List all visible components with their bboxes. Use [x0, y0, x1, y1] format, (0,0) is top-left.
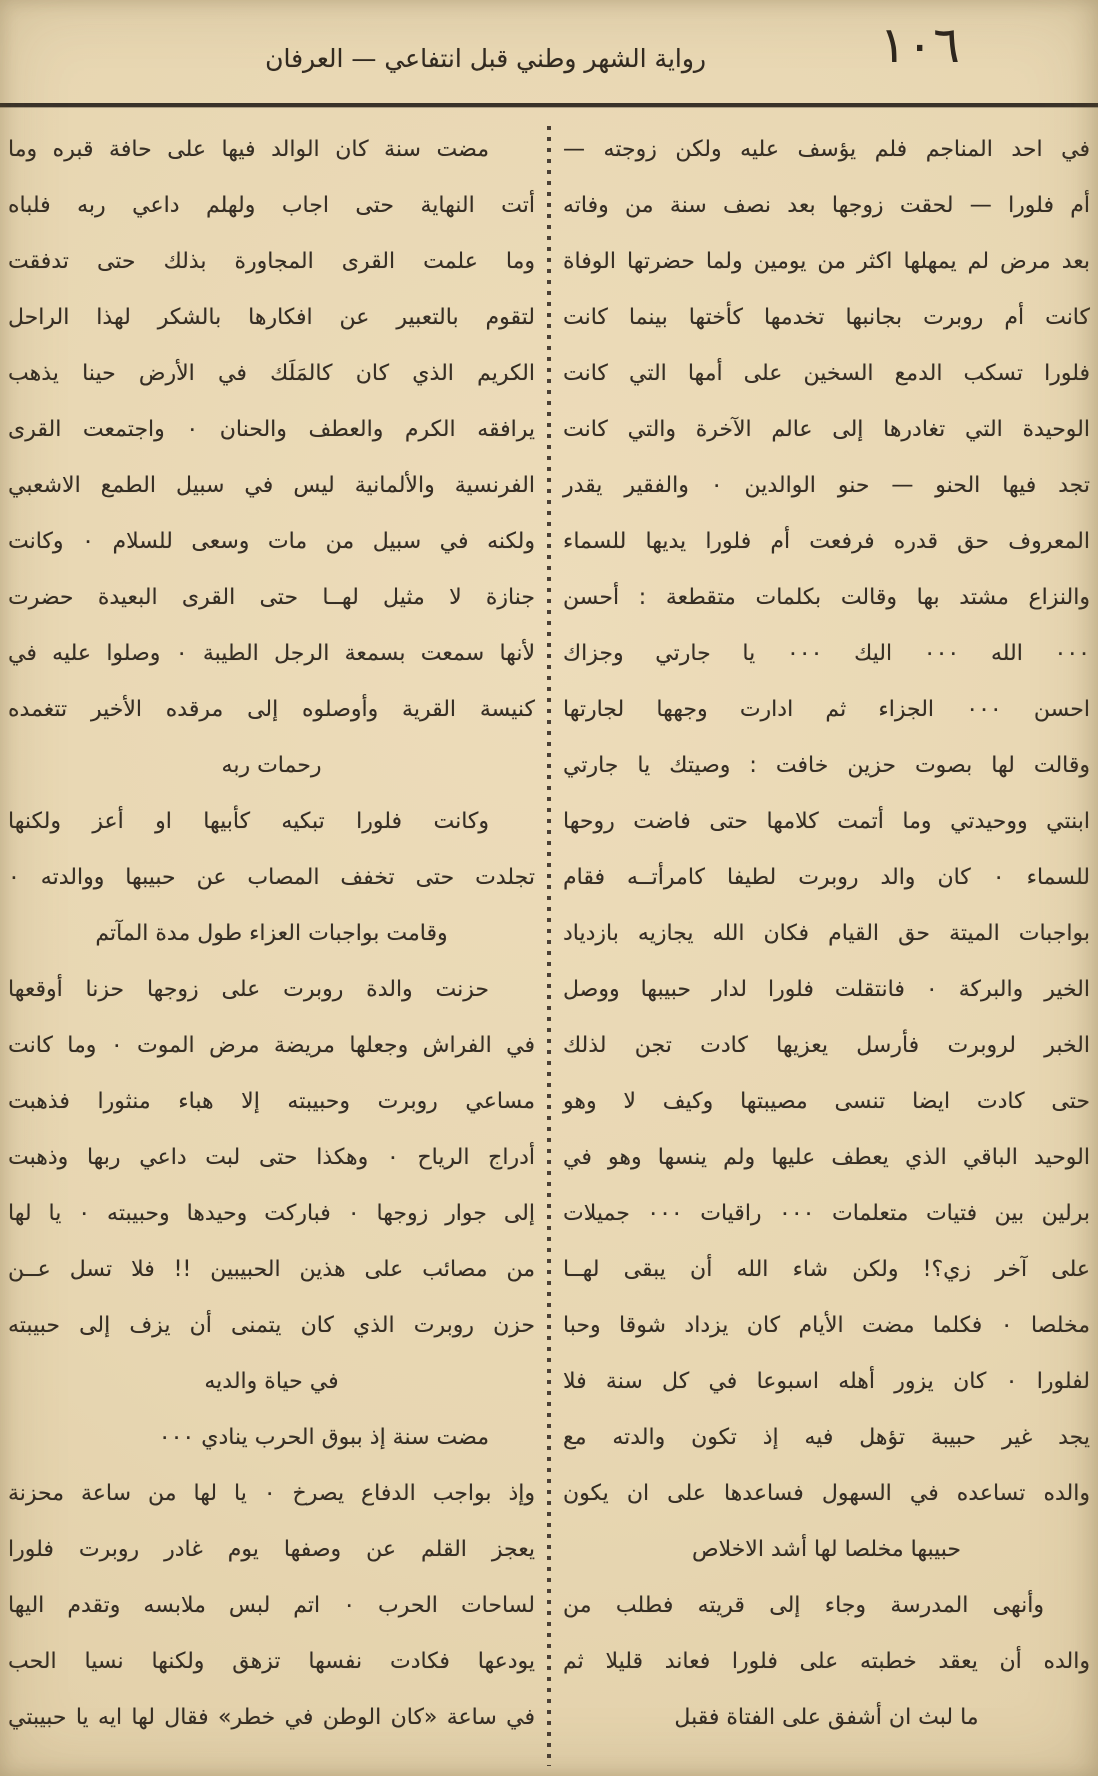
- text-line: وأنهى المدرسة وجاء إلى قريته فطلب من: [563, 1593, 1044, 1618]
- text-line: مخلصا ٠ فكلما مضت الأيام كان يزداد شوقا وحبا: [563, 1313, 1091, 1338]
- text-line: وما علمت القرى المجاورة بذلك حتى تدفقت: [8, 249, 535, 274]
- text-line: للسماء ٠ كان والد روبرت لطيفا كامرأتــه فقام: [563, 865, 1090, 890]
- text-line: لأنها سمعت بسمعة الرجل الطيبة ٠ وصلوا عليه في: [8, 641, 535, 666]
- text-line: الكريم الذي كان كالمَلَك في الأرض حينا يذهب: [8, 361, 535, 386]
- text-line: المعروف حق قدره فرفعت أم فلورا يديها للسماء: [563, 529, 1090, 554]
- text-line: الخبر لروبرت فأرسل يعزيها كادت تجن لذلك: [563, 1033, 1090, 1058]
- text-line: في احد المناجم فلم يؤسف عليه ولكن زوجته —: [563, 137, 1090, 162]
- text-line: لساحات الحرب ٠ اتم لبس ملابسه وتقدم اليها: [8, 1593, 535, 1618]
- text-line: وإذ بواجب الدفاع يصرخ ٠ يا لها من ساعة محزنة: [8, 1481, 535, 1506]
- text-line: تجلدت حتى تخفف المصاب عن حبيبها ووالدته ٠: [8, 865, 535, 890]
- text-line: وقامت بواجبات العزاء طول مدة المآتم: [95, 921, 448, 946]
- text-line: حتى كادت ايضا تنسى مصيبتها وكيف لا وهو: [563, 1089, 1090, 1114]
- page-number: ١٠٦: [879, 16, 960, 74]
- text-line: ولكنه في سبيل من مات وسعى للسلام ٠ وكانت: [8, 529, 535, 554]
- text-line: ٠٠٠ الله ٠٠٠ اليك ٠٠٠ يا جارتي وجزاك: [563, 641, 1090, 666]
- text-line: مضت سنة إذ ببوق الحرب ينادي ٠٠٠: [158, 1425, 489, 1450]
- text-line: ما لبث ان أشفق على الفتاة فقبل: [674, 1705, 979, 1730]
- column-divider: [547, 126, 551, 1766]
- text-line: ابنتي ووحيدتي وما أتمت كلامها حتى فاضت روحها: [563, 809, 1090, 834]
- text-line: حبيبها مخلصا لها أشد الاخلاص: [691, 1537, 961, 1562]
- text-line: تجد فيها الحنو — حنو الوالدين ٠ والفقير يقدر: [563, 473, 1091, 498]
- text-line: أم فلورا — لحقت زوجها بعد نصف سنة من وفاته: [563, 193, 1090, 218]
- text-line: كانت أم روبرت بجانبها تخدمها كأختها بينما كانت: [563, 305, 1090, 330]
- text-line: الوحيد الباقي الذي يعطف عليها ولم ينسها وهو في: [563, 1145, 1090, 1170]
- text-line: يجد غير حبيبة تؤهل فيه إذ تكون والدته مع: [563, 1425, 1090, 1450]
- text-column-left: [8, 122, 535, 1766]
- text-line: حزنت والدة روبرت على زوجها حزنا أوقعها: [8, 977, 489, 1002]
- text-column-right: [563, 122, 1090, 1766]
- text-line: فلورا تسكب الدمع السخين على أمها التي كانت: [563, 361, 1090, 386]
- text-line: من مصائب على هذين الحبيبين !! فلا تسل عــن: [8, 1257, 535, 1282]
- text-line: أدراج الرياح ٠ وهكذا حتى لبت داعي ربها وذهبت: [8, 1145, 535, 1170]
- text-line: مضت سنة كان الوالد فيها على حافة قبره وما: [8, 137, 489, 162]
- text-line: رحمات ربه: [221, 753, 322, 778]
- text-line: يرافقه الكرم والعطف والحنان ٠ واجتمعت القرى: [8, 417, 536, 442]
- text-line: الفرنسية والألمانية ليس في سبيل الطمع الاشعبي: [8, 473, 535, 498]
- text-line: أتت النهاية حتى اجاب ولهلم داعي ربه فلباه: [8, 193, 535, 218]
- text-line: برلين بين فتيات متعلمات ٠٠٠ راقيات ٠٠٠ جميلات: [563, 1201, 1090, 1226]
- text-columns: [0, 107, 1098, 1766]
- text-line: وقالت لها بصوت حزين خافت : وصيتك يا جارتي: [563, 753, 1090, 778]
- page-title: رواية الشهر وطني قبل انتفاعي — العرفان: [265, 44, 706, 73]
- text-line: في الفراش وجعلها مريضة مرض الموت ٠ وما كانت: [8, 1033, 535, 1058]
- text-line: لفلورا ٠ كان يزور أهله اسبوعا في كل سنة فلا: [563, 1369, 1090, 1394]
- text-line: جنازة لا مثيل لهــا حتى القرى البعيدة حضرت: [8, 585, 535, 610]
- text-line: والنزاع مشتد بها وقالت بكلمات متقطعة : أحسن: [563, 585, 1090, 610]
- text-line: الخير والبركة ٠ فانتقلت فلورا لدار حبيبها ووصل: [563, 977, 1090, 1002]
- text-line: على آخر زي؟! ولكن شاء الله أن يبقى لهــا: [563, 1257, 1090, 1282]
- text-line: الوحيدة التي تغادرها إلى عالم الآخرة والتي كانت: [563, 417, 1090, 442]
- text-line: كنيسة القرية وأوصلوه إلى مرقده الأخير تتغمده: [8, 697, 535, 722]
- text-line: احسن ٠٠٠ الجزاء ثم ادارت وجهها لجارتها: [563, 697, 1091, 722]
- text-line: حزن روبرت الذي كان يتمنى أن يزف إلى حبيبته: [8, 1313, 535, 1338]
- text-line: في حياة والديه: [204, 1369, 339, 1394]
- text-line: في ساعة «كان الوطن في خطر» فقال لها ايه يا حبيبتي: [8, 1705, 535, 1730]
- text-line: بعد مرض لم يمهلها اكثر من يومين ولما حضرتها الوفاة: [563, 249, 1090, 274]
- text-line: يعجز القلم عن وصفها يوم غادر روبرت فلورا: [8, 1537, 535, 1562]
- page-header: [0, 0, 1098, 103]
- text-line: إلى جوار زوجها ٠ فباركت وحيدها وحبيبته ٠ يا لها: [8, 1201, 535, 1226]
- text-line: والده أن يعقد خطبته على فلورا فعاند قليلا ثم: [563, 1649, 1090, 1674]
- text-line: لتقوم بالتعبير عن افكارها بالشكر لهذا الراحل: [8, 305, 535, 330]
- text-line: والده تساعده في السهول فساعدها على ان يكون: [563, 1481, 1090, 1506]
- text-line: مساعي روبرت وحبيبته إلا هباء منثورا فذهبت: [8, 1089, 535, 1114]
- text-line: وكانت فلورا تبكيه كأبيها او أعز ولكنها: [8, 809, 489, 834]
- text-line: بواجبات الميتة حق القيام فكان الله يجازيه بازدياد: [563, 921, 1090, 946]
- text-line: يودعها فكادت نفسها تزهق ولكنها نسيا الحب: [8, 1649, 535, 1674]
